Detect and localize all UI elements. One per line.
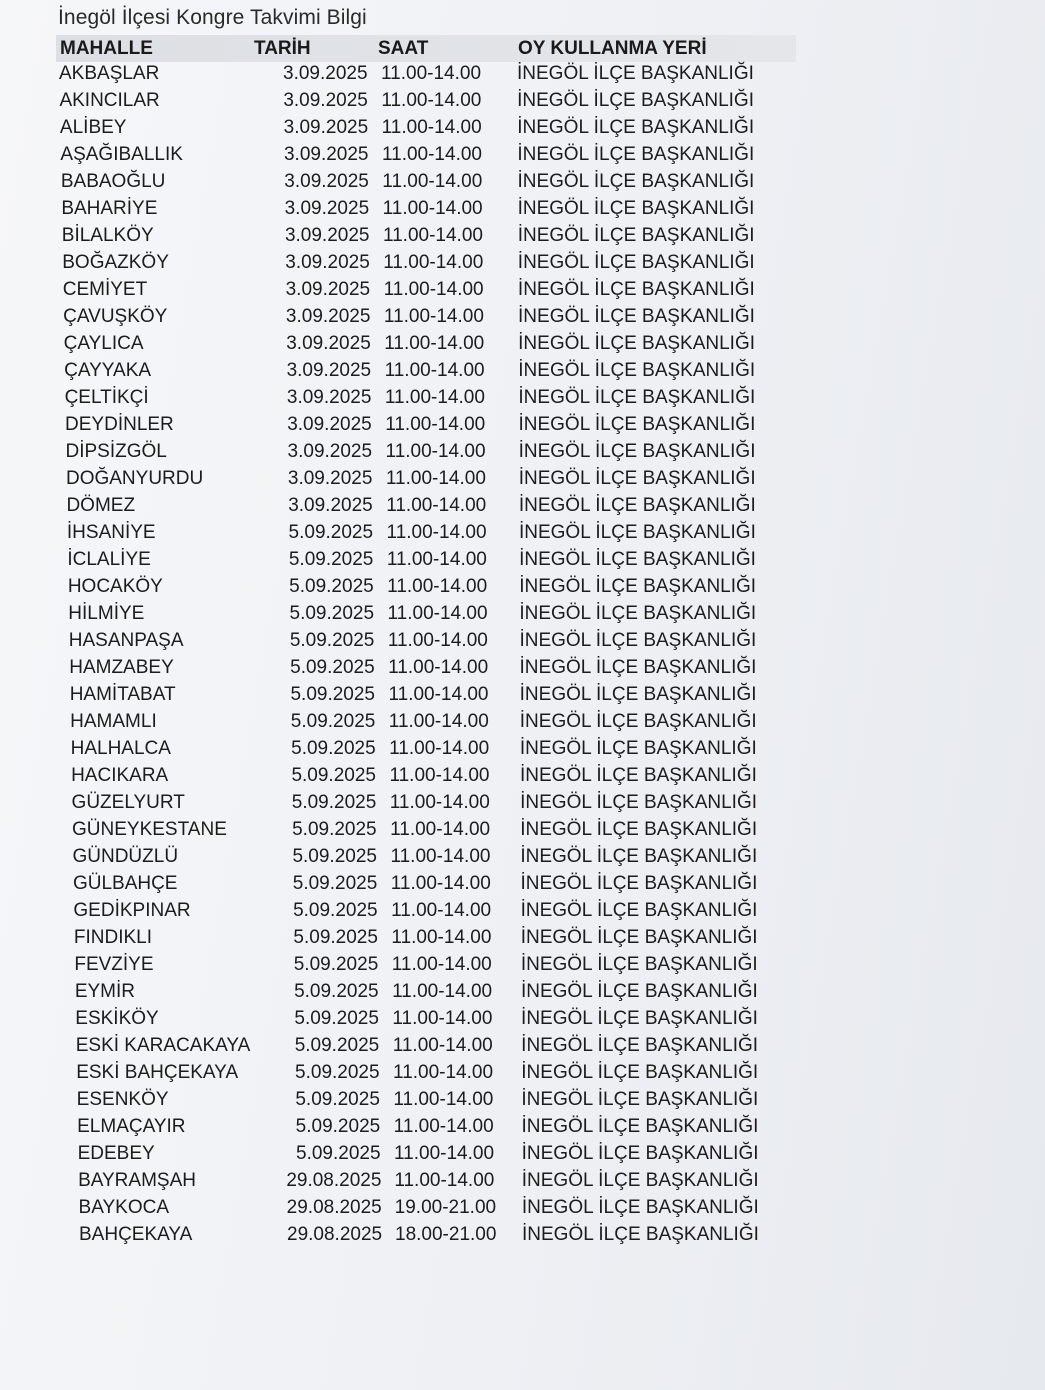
tarih-cell: 3.09.2025 (284, 198, 370, 219)
tarih-cell: 5.09.2025 (288, 522, 374, 543)
oy-kullanma-yeri-cell: İNEGÖL İLÇE BAŞKANLIĞI (517, 198, 755, 219)
tarih-cell: 3.09.2025 (285, 252, 370, 273)
tarih-cell: 5.09.2025 (288, 549, 374, 570)
mahalle-cell: HASANPAŞA (68, 630, 184, 651)
saat-cell: 19.00-21.00 (394, 1197, 497, 1218)
mahalle-cell: BAYKOCA (78, 1197, 169, 1218)
mahalle-cell: HALHALCA (70, 738, 171, 759)
mahalle-cell: ALİBEY (59, 117, 127, 138)
saat-cell: 11.00-14.00 (390, 819, 491, 840)
mahalle-cell: BABAOĞLU (60, 171, 166, 192)
oy-kullanma-yeri-cell: İNEGÖL İLÇE BAŞKANLIĞI (519, 603, 757, 624)
mahalle-cell: ÇAYYAKA (64, 360, 152, 381)
mahalle-cell: DÖMEZ (66, 495, 136, 516)
header-tarih: TARİH (254, 38, 311, 59)
mahalle-cell: BOĞAZKÖY (62, 252, 169, 273)
oy-kullanma-yeri-cell: İNEGÖL İLÇE BAŞKANLIĞI (521, 1089, 759, 1110)
oy-kullanma-yeri-cell: İNEGÖL İLÇE BAŞKANLIĞI (518, 360, 756, 381)
header-mahalle: MAHALLE (60, 38, 153, 59)
oy-kullanma-yeri-cell: İNEGÖL İLÇE BAŞKANLIĞI (521, 1170, 759, 1191)
tarih-cell: 3.09.2025 (287, 468, 373, 489)
mahalle-cell: DOĞANYURDU (65, 468, 204, 489)
saat-cell: 11.00-14.00 (390, 873, 491, 894)
saat-cell: 11.00-14.00 (389, 765, 490, 786)
saat-cell: 11.00-14.00 (386, 495, 487, 516)
mahalle-cell: BİLALKÖY (61, 225, 154, 246)
saat-cell: 11.00-14.00 (383, 279, 484, 300)
tarih-cell: 5.09.2025 (292, 819, 377, 840)
tarih-cell: 5.09.2025 (296, 1143, 381, 1164)
saat-cell: 11.00-14.00 (388, 711, 489, 732)
saat-cell: 11.00-14.00 (381, 63, 482, 84)
oy-kullanma-yeri-cell: İNEGÖL İLÇE BAŞKANLIĞI (520, 900, 758, 921)
tarih-cell: 3.09.2025 (283, 90, 368, 111)
tarih-cell: 5.09.2025 (293, 954, 379, 975)
saat-cell: 11.00-14.00 (393, 1089, 494, 1110)
mahalle-cell: EYMİR (74, 981, 135, 1002)
tarih-cell: 5.09.2025 (292, 846, 377, 867)
tarih-cell: 3.09.2025 (287, 441, 373, 462)
tarih-cell: 3.09.2025 (288, 495, 373, 516)
tarih-cell: 3.09.2025 (286, 333, 371, 354)
mahalle-cell: ESKİ KARACAKAYA (75, 1035, 251, 1056)
tarih-cell: 5.09.2025 (291, 738, 376, 759)
saat-cell: 11.00-14.00 (394, 1143, 495, 1164)
oy-kullanma-yeri-cell: İNEGÖL İLÇE BAŞKANLIĞI (521, 1197, 759, 1218)
tarih-cell: 5.09.2025 (293, 900, 378, 921)
oy-kullanma-yeri-cell: İNEGÖL İLÇE BAŞKANLIĞI (518, 414, 756, 435)
table-header (56, 35, 796, 62)
oy-kullanma-yeri-cell: İNEGÖL İLÇE BAŞKANLIĞI (520, 873, 758, 894)
mahalle-cell: ESKİKÖY (75, 1008, 159, 1029)
saat-cell: 11.00-14.00 (387, 630, 488, 651)
tarih-cell: 5.09.2025 (289, 603, 375, 624)
mahalle-cell: AKINCILAR (59, 90, 160, 111)
saat-cell: 18.00-21.00 (395, 1224, 497, 1245)
saat-cell: 11.00-14.00 (381, 117, 482, 138)
oy-kullanma-yeri-cell: İNEGÖL İLÇE BAŞKANLIĞI (518, 333, 756, 354)
oy-kullanma-yeri-cell: İNEGÖL İLÇE BAŞKANLIĞI (518, 468, 756, 489)
mahalle-cell: GÜNEYKESTANE (72, 819, 227, 840)
oy-kullanma-yeri-cell: İNEGÖL İLÇE BAŞKANLIĞI (517, 252, 755, 273)
oy-kullanma-yeri-cell: İNEGÖL İLÇE BAŞKANLIĞI (522, 1224, 759, 1245)
oy-kullanma-yeri-cell: İNEGÖL İLÇE BAŞKANLIĞI (517, 63, 754, 84)
mahalle-cell: HAMAMLI (70, 711, 157, 732)
tarih-cell: 5.09.2025 (295, 1062, 380, 1083)
saat-cell: 11.00-14.00 (385, 441, 486, 462)
tarih-cell: 5.09.2025 (294, 981, 379, 1002)
mahalle-cell: ESENKÖY (76, 1089, 169, 1110)
mahalle-cell: BAYRAMŞAH (78, 1170, 196, 1191)
tarih-cell: 5.09.2025 (295, 1089, 380, 1110)
mahalle-cell: ÇELTİKÇİ (64, 387, 149, 408)
mahalle-cell: HAMZABEY (69, 657, 174, 678)
tarih-cell: 3.09.2025 (287, 414, 372, 435)
tarih-cell: 5.09.2025 (295, 1116, 381, 1137)
saat-cell: 11.00-14.00 (392, 1035, 493, 1056)
oy-kullanma-yeri-cell: İNEGÖL İLÇE BAŞKANLIĞI (521, 1062, 759, 1083)
tarih-cell: 5.09.2025 (290, 657, 375, 678)
saat-cell: 11.00-14.00 (388, 657, 489, 678)
oy-kullanma-yeri-cell: İNEGÖL İLÇE BAŞKANLIĞI (520, 846, 758, 867)
tarih-cell: 3.09.2025 (284, 171, 369, 192)
saat-cell: 11.00-14.00 (383, 252, 484, 273)
mahalle-cell: GEDİKPINAR (73, 900, 191, 921)
oy-kullanma-yeri-cell: İNEGÖL İLÇE BAŞKANLIĞI (521, 1035, 759, 1056)
oy-kullanma-yeri-cell: İNEGÖL İLÇE BAŞKANLIĞI (520, 765, 757, 786)
mahalle-cell: FEVZİYE (74, 954, 154, 975)
oy-kullanma-yeri-cell: İNEGÖL İLÇE BAŞKANLIĞI (520, 927, 758, 948)
oy-kullanma-yeri-cell: İNEGÖL İLÇE BAŞKANLIĞI (517, 171, 755, 192)
oy-kullanma-yeri-cell: İNEGÖL İLÇE BAŞKANLIĞI (518, 387, 756, 408)
tarih-cell: 3.09.2025 (286, 387, 372, 408)
mahalle-cell: HACIKARA (71, 765, 169, 786)
saat-cell: 11.00-14.00 (393, 1062, 494, 1083)
oy-kullanma-yeri-cell: İNEGÖL İLÇE BAŞKANLIĞI (519, 684, 757, 705)
tarih-cell: 29.08.2025 (287, 1224, 383, 1245)
oy-kullanma-yeri-cell: İNEGÖL İLÇE BAŞKANLIĞI (517, 144, 755, 165)
saat-cell: 11.00-14.00 (386, 549, 487, 570)
oy-kullanma-yeri-cell: İNEGÖL İLÇE BAŞKANLIĞI (519, 657, 757, 678)
saat-cell: 11.00-14.00 (392, 1008, 493, 1029)
oy-kullanma-yeri-cell: İNEGÖL İLÇE BAŞKANLIĞI (519, 576, 757, 597)
oy-kullanma-yeri-cell: İNEGÖL İLÇE BAŞKANLIĞI (521, 1116, 759, 1137)
tarih-cell: 5.09.2025 (289, 576, 374, 597)
mahalle-cell: ÇAVUŞKÖY (63, 306, 168, 327)
saat-cell: 11.00-14.00 (391, 954, 492, 975)
tarih-cell: 5.09.2025 (290, 684, 375, 705)
saat-cell: 11.00-14.00 (394, 1170, 495, 1191)
saat-cell: 11.00-14.00 (387, 576, 488, 597)
mahalle-cell: İHSANİYE (66, 522, 156, 543)
saat-cell: 11.00-14.00 (381, 144, 482, 165)
tarih-cell: 29.08.2025 (286, 1197, 382, 1218)
tarih-cell: 3.09.2025 (283, 144, 369, 165)
saat-cell: 11.00-14.00 (388, 684, 489, 705)
oy-kullanma-yeri-cell: İNEGÖL İLÇE BAŞKANLIĞI (521, 1143, 759, 1164)
saat-cell: 11.00-14.00 (386, 522, 487, 543)
header-saat: SAAT (378, 38, 429, 59)
oy-kullanma-yeri-cell: İNEGÖL İLÇE BAŞKANLIĞI (521, 1008, 758, 1029)
tarih-cell: 5.09.2025 (294, 1008, 379, 1029)
mahalle-cell: GÜNDÜZLÜ (72, 846, 179, 867)
tarih-cell: 3.09.2025 (283, 63, 368, 84)
oy-kullanma-yeri-cell: İNEGÖL İLÇE BAŞKANLIĞI (519, 630, 757, 651)
mahalle-cell: EDEBEY (77, 1143, 155, 1164)
tarih-cell: 3.09.2025 (285, 279, 371, 300)
tarih-cell: 3.09.2025 (285, 306, 371, 327)
saat-cell: 11.00-14.00 (385, 414, 486, 435)
oy-kullanma-yeri-cell: İNEGÖL İLÇE BAŞKANLIĞI (517, 225, 755, 246)
mahalle-cell: DEYDİNLER (65, 414, 174, 435)
tarih-cell: 5.09.2025 (291, 792, 377, 813)
oy-kullanma-yeri-cell: İNEGÖL İLÇE BAŞKANLIĞI (518, 441, 756, 462)
oy-kullanma-yeri-cell: İNEGÖL İLÇE BAŞKANLIĞI (520, 819, 758, 840)
mahalle-cell: ÇAYLICA (63, 333, 144, 354)
saat-cell: 11.00-14.00 (384, 360, 485, 381)
mahalle-cell: İCLALİYE (67, 549, 151, 570)
tarih-cell: 3.09.2025 (286, 360, 372, 381)
oy-kullanma-yeri-cell: İNEGÖL İLÇE BAŞKANLIĞI (519, 711, 757, 732)
mahalle-cell: HİLMİYE (68, 603, 145, 624)
tarih-cell: 5.09.2025 (289, 630, 375, 651)
saat-cell: 11.00-14.00 (384, 333, 485, 354)
saat-cell: 11.00-14.00 (391, 900, 492, 921)
tarih-cell: 5.09.2025 (291, 765, 376, 786)
mahalle-cell: ESKİ BAHÇEKAYA (76, 1062, 239, 1083)
oy-kullanma-yeri-cell: İNEGÖL İLÇE BAŞKANLIĞI (518, 495, 756, 516)
mahalle-cell: AKBAŞLAR (59, 63, 160, 84)
oy-kullanma-yeri-cell: İNEGÖL İLÇE BAŞKANLIĞI (517, 90, 754, 111)
saat-cell: 11.00-14.00 (385, 468, 486, 489)
oy-kullanma-yeri-cell: İNEGÖL İLÇE BAŞKANLIĞI (517, 279, 755, 300)
oy-kullanma-yeri-cell: İNEGÖL İLÇE BAŞKANLIĞI (520, 954, 758, 975)
saat-cell: 11.00-14.00 (393, 1116, 494, 1137)
oy-kullanma-yeri-cell: İNEGÖL İLÇE BAŞKANLIĞI (518, 306, 755, 327)
mahalle-cell: HAMİTABAT (69, 684, 176, 705)
tarih-cell: 5.09.2025 (290, 711, 376, 732)
mahalle-cell: GÜZELYURT (71, 792, 185, 813)
saat-cell: 11.00-14.00 (392, 981, 493, 1002)
mahalle-cell: BAHÇEKAYA (79, 1224, 193, 1245)
saat-cell: 11.00-14.00 (382, 225, 483, 246)
saat-cell: 11.00-14.00 (382, 171, 483, 192)
oy-kullanma-yeri-cell: İNEGÖL İLÇE BAŞKANLIĞI (517, 117, 755, 138)
tarih-cell: 3.09.2025 (284, 225, 370, 246)
mahalle-cell: HOCAKÖY (67, 576, 163, 597)
saat-cell: 11.00-14.00 (384, 387, 485, 408)
tarih-cell: 5.09.2025 (292, 873, 378, 894)
saat-cell: 11.00-14.00 (391, 927, 492, 948)
saat-cell: 11.00-14.00 (389, 738, 490, 759)
tarih-cell: 3.09.2025 (283, 117, 369, 138)
mahalle-cell: DİPSİZGÖL (65, 441, 167, 462)
saat-cell: 11.00-14.00 (387, 603, 488, 624)
mahalle-cell: GÜLBAHÇE (72, 873, 178, 894)
header-oy-kullanma-yeri: OY KULLANMA YERİ (518, 38, 707, 59)
tarih-cell: 5.09.2025 (294, 1035, 380, 1056)
tarih-cell: 5.09.2025 (293, 927, 378, 948)
oy-kullanma-yeri-cell: İNEGÖL İLÇE BAŞKANLIĞI (520, 981, 758, 1002)
saat-cell: 11.00-14.00 (390, 846, 491, 867)
oy-kullanma-yeri-cell: İNEGÖL İLÇE BAŞKANLIĞI (520, 792, 758, 813)
saat-cell: 11.00-14.00 (382, 198, 483, 219)
mahalle-cell: FINDIKLI (73, 927, 152, 948)
saat-cell: 11.00-14.00 (389, 792, 490, 813)
mahalle-cell: ELMAÇAYIR (77, 1116, 186, 1137)
oy-kullanma-yeri-cell: İNEGÖL İLÇE BAŞKANLIĞI (519, 738, 757, 759)
saat-cell: 11.00-14.00 (381, 90, 482, 111)
mahalle-cell: BAHARİYE (61, 198, 158, 219)
mahalle-cell: AŞAĞIBALLIK (60, 144, 183, 165)
tarih-cell: 29.08.2025 (286, 1170, 382, 1191)
oy-kullanma-yeri-cell: İNEGÖL İLÇE BAŞKANLIĞI (519, 549, 756, 570)
oy-kullanma-yeri-cell: İNEGÖL İLÇE BAŞKANLIĞI (518, 522, 756, 543)
document-title: İnegöl İlçesi Kongre Takvimi Bilgi (58, 6, 367, 29)
mahalle-cell: CEMİYET (62, 279, 148, 300)
saat-cell: 11.00-14.00 (383, 306, 484, 327)
